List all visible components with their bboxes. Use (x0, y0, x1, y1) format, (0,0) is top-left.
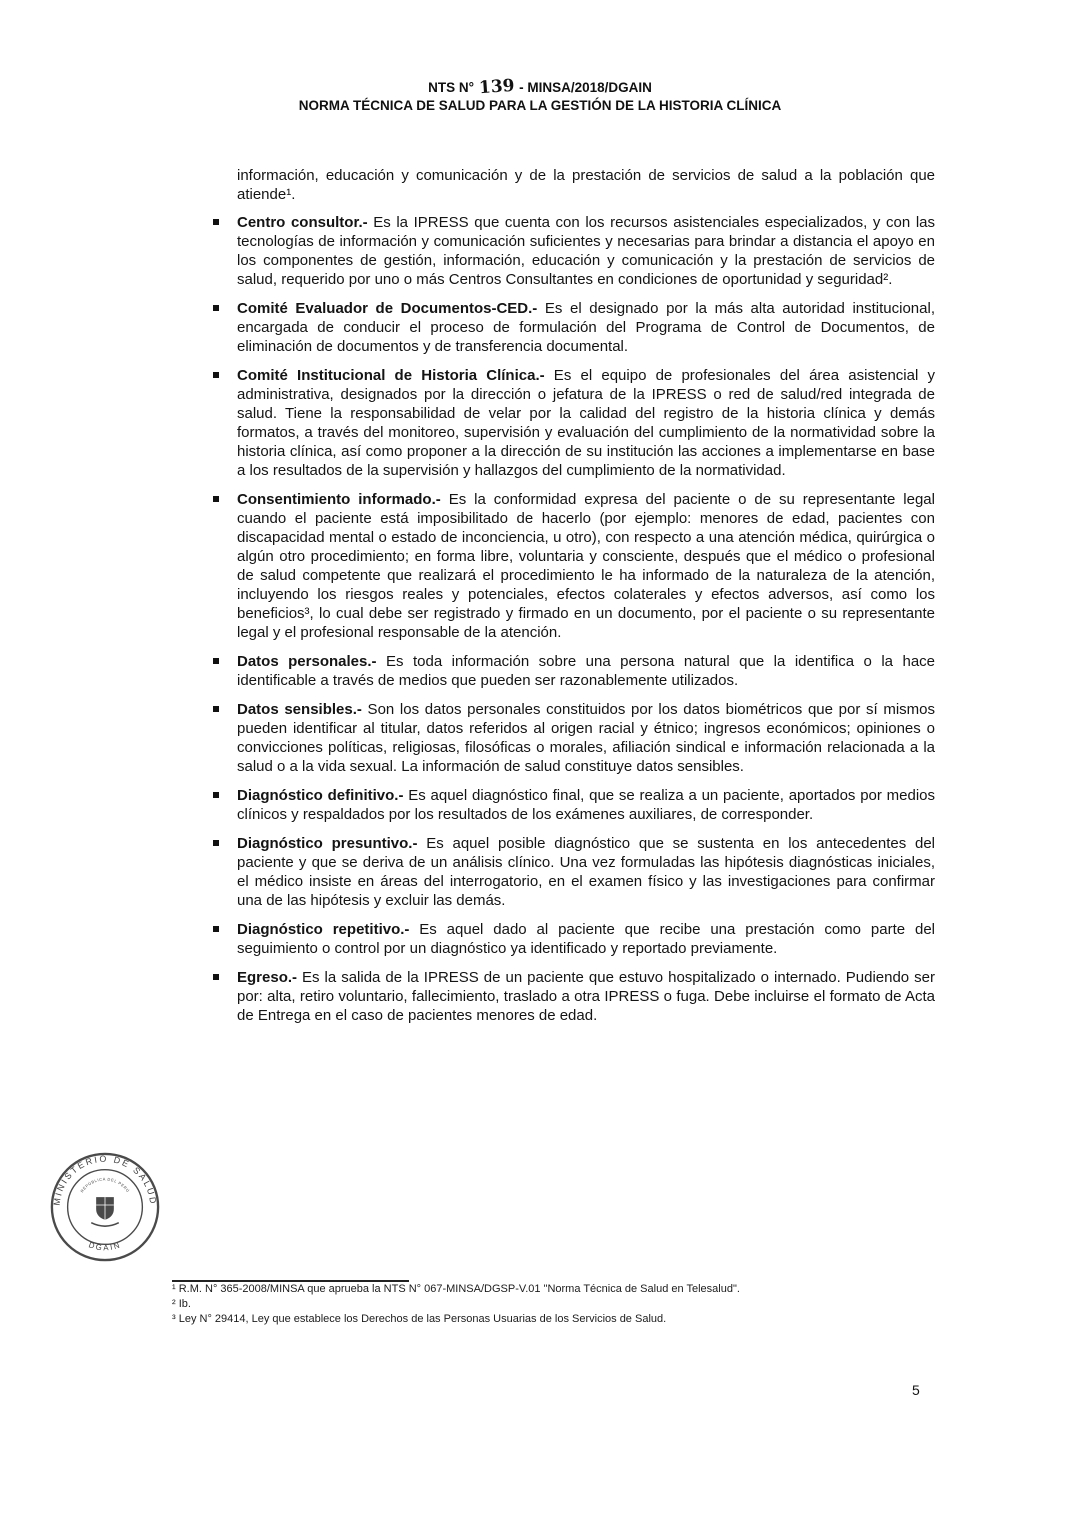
bullet-icon (213, 496, 219, 502)
bullet-icon (213, 926, 219, 932)
bullet-icon (213, 840, 219, 846)
definition-text: Es el equipo de profesionales del área asistencial y administrativa, designados por la dirección o jefatura de la IPRESS o red de salud/red integrada de salud. Tiene la responsabilidad de velar por la calidad del registro de la historia clínica y demás formatos, a través del monitoreo, supervisión y evaluación del cumplimiento de la normatividad sobre la historia clínica, así como proponer a la dirección de su institución las acciones a implementarse en base a los resultados de la supervisión y hallazgos del cumplimiento de la normatividad. (237, 367, 935, 479)
footnote: ³ Ley N° 29414, Ley que establece los Derechos de las Personas Usuarias de los Servicios de Salud. (172, 1313, 667, 1325)
definition-term: Comité Evaluador de Documentos-CED.- (237, 300, 538, 317)
svg-text:REPÚBLICA DEL PERÚ (79, 1176, 131, 1193)
handwritten-nts-number: 139 (478, 75, 515, 99)
definition-text: Es la IPRESS que cuenta con los recursos asistenciales especializados, y con las tecnologías de información y comunicación suficientes y necesarias para brindar a distancia el apoyo en los componentes de gestión, información, educación y comunicación y la prestación de servicios de salud, requerido por uno o más Centros Consultantes en condiciones de oportunidad y seguridad². (237, 214, 935, 288)
header-title: NORMA TÉCNICA DE SALUD PARA LA GESTIÓN DE LA HISTORIA CLÍNICA (298, 98, 782, 113)
seal-center-text: REPÚBLICA DEL PERÚ (79, 1176, 131, 1194)
bullet-icon (213, 658, 219, 664)
svg-text:DGAIN (87, 1240, 122, 1252)
definition-term: Comité Institucional de Historia Clínica.- (237, 367, 545, 384)
definition-list (237, 213, 935, 1025)
intro-paragraph: información, educación y comunicación y de la prestación de servicios de salud a la población que atiende¹. (237, 167, 935, 203)
definition-item (237, 366, 935, 480)
footnote: ¹ R.M. N° 365-2008/MINSA que aprueba la NTS N° 067-MINSA/DGSP-V.01 "Norma Técnica de Salud en Telesalud". (172, 1283, 740, 1295)
definition-item (237, 700, 935, 776)
seal-ring-text: MINISTERIO DE SALUD (51, 1153, 159, 1207)
definition-text: Es toda información sobre una persona natural que la identifica o la hace identificable a través de medios que pueden ser razonablemente utilizados. (237, 653, 935, 689)
definition-item (237, 299, 935, 356)
page-number: 5 (912, 1382, 920, 1398)
bullet-icon (213, 974, 219, 980)
definition-term: Datos sensibles.- (237, 701, 362, 718)
document-header (0, 75, 1080, 115)
seal-bottom-text: DGAIN (87, 1240, 123, 1253)
definition-text: Son los datos personales constituidos por los datos biométricos que por sí mismos pueden identificar al titular, datos referidos al origen racial y étnico; ingresos económicos; opiniones o convicciones políticas, religiosas, filosóficas o morales, afiliación sindical e información relacionada a la salud o a la vida sexual. La información de salud constituye datos sensibles. (237, 701, 935, 775)
definition-term: Diagnóstico definitivo.- (237, 787, 404, 804)
definition-term: Diagnóstico repetitivo.- (237, 921, 410, 938)
ministry-seal (46, 1148, 164, 1266)
definition-text: Es aquel posible diagnóstico que se sustenta en los antecedentes del paciente y que se deriva de un análisis clínico. Una vez formuladas las hipótesis diagnósticas iniciales, el médico insiste en áreas del interrogatorio, en el examen físico y las investigaciones para confirmar una de las hipótesis y excluir las demás. (237, 835, 935, 909)
definition-item (237, 920, 935, 958)
definition-item (237, 968, 935, 1025)
definition-item (237, 490, 935, 642)
bullet-icon (213, 372, 219, 378)
definition-item (237, 786, 935, 824)
bullet-icon (213, 305, 219, 311)
definition-term: Diagnóstico presuntivo.- (237, 835, 418, 852)
definition-item (237, 213, 935, 289)
definition-term: Egreso.- (237, 969, 298, 986)
bullet-icon (213, 792, 219, 798)
definition-text: Es aquel diagnóstico final, que se realiza a un paciente, aportados por medios clínicos y respaldados por los resultados de los exámenes auxiliares, de corresponder. (237, 787, 935, 823)
definition-text: Es aquel dado al paciente que recibe una prestación como parte del seguimiento o control por un diagnóstico ya identificado y reportado previamente. (237, 921, 935, 957)
definition-text: Es la salida de la IPRESS de un paciente que estuvo hospitalizado o internado. Pudiendo ser por: alta, retiro voluntario, fallecimiento, traslado a otra IPRESS o fuga. Debe incluirse el formato de Acta de Entrega en el caso de pacientes menores de edad. (237, 969, 935, 1024)
header-nts-suffix: - MINSA/2018/DGAIN (519, 80, 652, 95)
bullet-icon (213, 219, 219, 225)
definition-term: Datos personales.- (237, 653, 377, 670)
definition-term: Centro consultor.- (237, 214, 368, 231)
definition-text: Es la conformidad expresa del paciente o de su representante legal cuando el paciente está imposibilitado de hacerlo (por ejemplo: menores de edad, pacientes con discapacidad mental o estado de inconciencia, u otro), con respecto a una atención médica, quirúrgica o algún otro procedimiento; en forma libre, voluntaria y consciente, después que el médico o profesional de salud competente que realizará el procedimiento le ha informado de la naturaleza de la atención, incluyendo los riesgos reales y potenciales, efectos colaterales y efectos adversos, así como los beneficios³, lo cual debe ser registrado y firmado en un documento, por el paciente o su representante legal y el profesional responsable de la atención. (237, 491, 935, 641)
seal-coat-of-arms-icon (91, 1197, 119, 1226)
footnote: ² Ib. (172, 1298, 191, 1310)
bullet-icon (213, 706, 219, 712)
definition-text: Es el designado por la más alta autoridad institucional, encargada de conducir el proceso de formulación del Programa de Control de Documentos, de eliminación de documentos y de transferencia documental. (237, 300, 935, 355)
header-nts-line (0, 75, 1080, 99)
header-nts-prefix: NTS N° (428, 80, 475, 95)
document-body (237, 166, 935, 1035)
definition-item (237, 834, 935, 910)
definition-term: Consentimiento informado.- (237, 491, 441, 508)
definition-item (237, 652, 935, 690)
footnotes (172, 1280, 872, 1327)
